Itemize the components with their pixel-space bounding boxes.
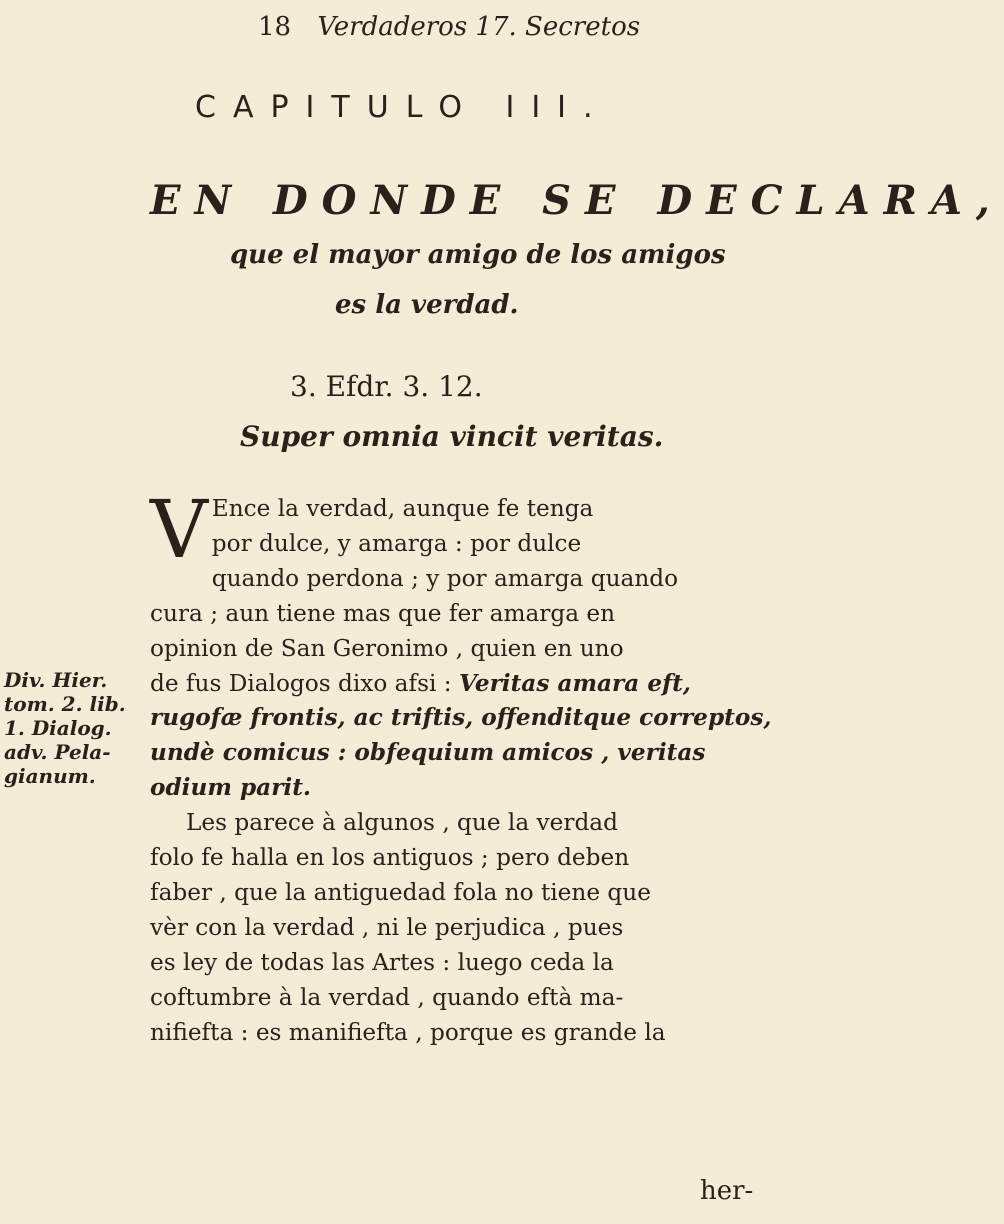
text-line: Les parece à algunos , que la verdad	[186, 809, 618, 837]
text-line: por dulce, y amarga : por dulce	[211, 529, 582, 557]
body-text	[150, 483, 790, 1051]
catchword: her-	[700, 1176, 754, 1206]
text-line: faber , que la antiguedad fola no tiene que	[150, 878, 651, 906]
margin-note	[4, 668, 154, 788]
text-line: nifiefta : es manifiefta , porque es grande la	[150, 1018, 666, 1046]
margin-note-line: gianum.	[4, 764, 96, 788]
text-line: vèr con la verdad , ni le perjudica , pues	[150, 913, 624, 941]
text-line: coftumbre à la verdad , quando eftà ma-	[150, 983, 624, 1011]
latin-quote: Veritas amara eft,	[458, 669, 691, 697]
text-line: folo fe halla en los antiguos ; pero deben	[150, 844, 630, 872]
margin-note-line: Div. Hier.	[4, 668, 108, 692]
latin-motto: Super omnia vincit veritas.	[240, 420, 664, 453]
latin-quote-line: rugofæ frontis, ac triftis, offenditque correptos,	[150, 704, 772, 732]
latin-quote-line: odium parit.	[150, 774, 311, 802]
text-line: opinion de San Geronimo , quien en uno	[150, 634, 624, 662]
chapter-title-line-3: es la verdad.	[335, 290, 519, 320]
page-number: 18	[258, 12, 292, 42]
running-header	[258, 12, 678, 42]
margin-note-line: tom. 2. lib.	[4, 692, 126, 716]
text-segment: de fus Dialogos dixo afsi :	[150, 669, 452, 697]
margin-note-line: 1. Dialog.	[4, 716, 112, 740]
chapter-title-line-2: que el mayor amigo de los amigos	[230, 240, 726, 270]
chapter-heading: CAPITULO III.	[195, 90, 610, 125]
scripture-reference: 3. Efdr. 3. 12.	[290, 370, 483, 403]
margin-note-line: adv. Pela-	[4, 740, 111, 764]
text-line: quando perdona ; y por amarga quando	[211, 564, 679, 592]
text-line: es ley de todas las Artes : luego ceda la	[150, 948, 614, 976]
latin-quote-line: undè comicus : obfequium amicos , veritas	[150, 739, 706, 767]
drop-cap: V	[150, 483, 208, 576]
chapter-title-line-1: EN DONDE SE DECLARA,	[150, 177, 1004, 224]
running-title: Verdaderos 17. Secretos	[317, 12, 641, 42]
text-line	[150, 667, 790, 702]
text-line: Ence la verdad, aunque fe tenga	[211, 495, 594, 522]
text-line: cura ; aun tiene mas que fer amarga en	[150, 599, 616, 627]
